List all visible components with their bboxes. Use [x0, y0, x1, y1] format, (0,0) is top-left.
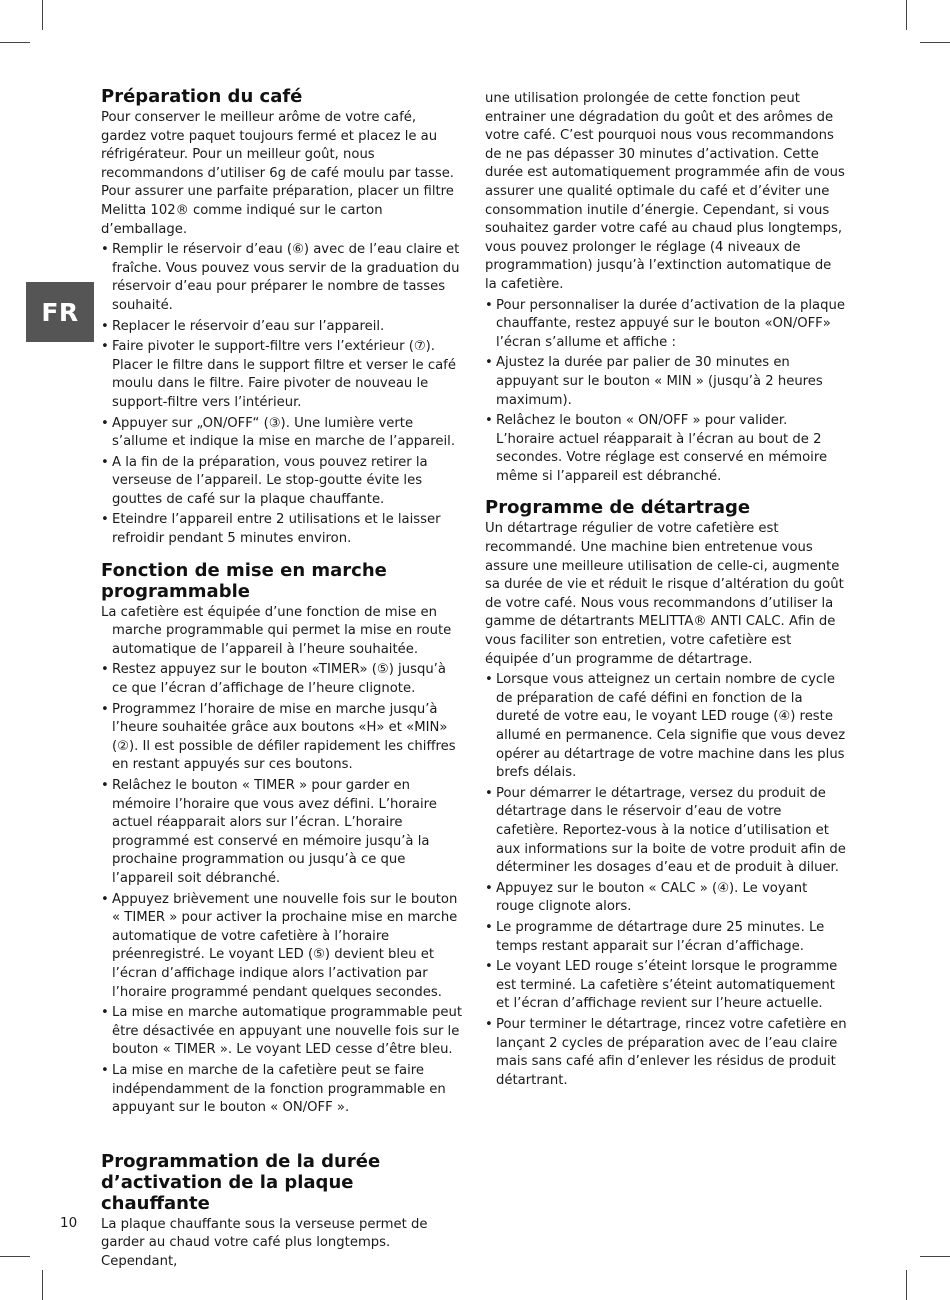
section-intro-preparation: Pour conserver le meilleur arôme de votre café, gardez votre paquet toujours fermé et placez le au réfrigérateur. Pour un meilleur goût, nous recommandons d’utiliser 6g de café moulu par tasse. Pour assurer une parfaite préparation, placer un filtre Melitta 102® comme indiqué sur le carton d’emballage.: [101, 110, 454, 237]
list-item: • Relâchez le bouton « TIMER » pour garder en mémoire l’horaire que vous avez défini. L’horaire actuel réapparait alors sur l’écran. L’horaire programmé est conservé en mémoire jusqu’à la prochaine programmation ou jusqu’à ce que l’appareil soit débranché.: [101, 777, 462, 889]
list-item: • Pour personnaliser la durée d’activation de la plaque chauffante, restez appuyé sur le bouton «ON/OFF» l’écran s’allume et affiche :: [485, 297, 847, 353]
list-item: • Lorsque vous atteignez un certain nombre de cycle de préparation de café défini en fonction de la dureté de votre eau, le voyant LED rouge (④) reste allumé en permanence. Cela signifie que vous devez opérer au détartrage de votre machine dans les plus brefs délais.: [485, 671, 847, 783]
crop-mark: [42, 1270, 43, 1300]
section-intro-programmable: La cafetière est équipée d’une fonction de mise en marche programmable qui permet la mise en route automatique de l’appareil à l’heure souhaitée.: [101, 604, 452, 657]
right-column: [485, 90, 847, 1092]
programmable-steps-list: [101, 661, 462, 1117]
crop-mark: [0, 1256, 30, 1257]
list-item: • Relâchez le bouton « ON/OFF » pour valider. L’horaire actuel réapparait à l’écran au bout de 2 secondes. Votre réglage est conservé en mémoire même si l’appareil est débranché.: [485, 412, 847, 486]
left-column: [101, 86, 462, 1271]
section-title-descaling: Programme de détartrage: [485, 497, 751, 519]
crop-mark: [0, 42, 30, 43]
list-item: • La mise en marche automatique programmable peut être désactivée en appuyant une nouvelle fois sur le bouton « TIMER ». Le voyant LED cesse d’être bleu.: [101, 1004, 462, 1060]
descaling-steps-list: [485, 671, 847, 1090]
section-intro-hotplate: La plaque chauffante sous la verseuse permet de garder au chaud votre café plus longtemps. Cependant,: [101, 1216, 428, 1269]
list-item: • Le programme de détartrage dure 25 minutes. Le temps restant apparait sur l’écran d’affichage.: [485, 919, 847, 956]
list-item: • Programmez l’horaire de mise en marche jusqu’à l’heure souhaitée grâce aux boutons «H» et «MIN» (②). Il est possible de défiler rapidement les chiffres en restant appuyés sur ces boutons.: [101, 701, 462, 775]
list-item: • Restez appuyez sur le bouton «TIMER» (⑤) jusqu’à ce que l’écran d’affichage de l’heure clignote.: [101, 661, 462, 698]
list-item: • Eteindre l’appareil entre 2 utilisations et le laisser refroidir pendant 5 minutes environ.: [101, 511, 462, 548]
list-item: • Remplir le réservoir d’eau (⑥) avec de l’eau claire et fraîche. Vous pouvez vous servir de la graduation du réservoir d’eau pour préparer le nombre de tasses souhaité.: [101, 241, 462, 315]
list-item: • Pour démarrer le détartrage, versez du produit de détartrage dans le réservoir d’eau de votre cafetière. Reportez-vous à la notice d’utilisation et aux informations sur la boite de votre produit afin de déterminer les dosages d’eau et de produit à diluer.: [485, 785, 847, 878]
page-number: 10: [60, 1215, 78, 1231]
list-item: • Replacer le réservoir d’eau sur l’appareil.: [101, 318, 462, 337]
crop-mark: [906, 0, 907, 30]
crop-mark: [920, 42, 950, 43]
list-item: • Appuyer sur „ON/OFF“ (③). Une lumière verte s’allume et indique la mise en marche de l’appareil.: [101, 415, 462, 452]
section-intro-descaling: Un détartrage régulier de votre cafetière est recommandé. Une machine bien entretenue vous assure une meilleure utilisation de celle-ci, augmente sa durée de vie et réduit le risque d’altération du goût de votre café. Nous vous recommandons d’utiliser la gamme de détartrants MELITTA® ANTI CALC. Afin de vous faciliter son entretien, votre cafetière est équipée d’un programme de détartrage.: [485, 521, 844, 667]
section-title-preparation: Préparation du café: [101, 86, 303, 107]
section-title-programmable: Fonction de mise en marche programmable: [101, 559, 387, 602]
list-item: • La mise en marche de la cafetière peut se faire indépendamment de la fonction programmable en appuyant sur le bouton « ON/OFF ».: [101, 1062, 462, 1118]
list-item: • Pour terminer le détartrage, rincez votre cafetière en lançant 2 cycles de préparation avec de l’eau claire mais sans café afin d’enlever les résidus de produit détartrant.: [485, 1016, 847, 1090]
list-item: • A la fin de la préparation, vous pouvez retirer la verseuse de l’appareil. Le stop-goutte évite les gouttes de café sur la plaque chauffante.: [101, 454, 462, 510]
preparation-steps-list: [101, 241, 462, 549]
list-item: • Appuyez brièvement une nouvelle fois sur le bouton « TIMER » pour activer la prochaine mise en marche automatique de votre cafetière à l’horaire préenregistré. Le voyant LED (⑤) devient bleu et l’écran d’affichage indique alors l’activation par l’horaire programmé pendant quelques secondes.: [101, 891, 462, 1003]
crop-mark: [906, 1270, 907, 1300]
list-item: • Ajustez la durée par palier de 30 minutes en appuyant sur le bouton « MIN » (jusqu’à 2 heures maximum).: [485, 354, 847, 410]
list-item: • Appuyez sur le bouton « CALC » (④). Le voyant rouge clignote alors.: [485, 880, 847, 917]
list-item: • Le voyant LED rouge s’éteint lorsque le programme est terminé. La cafetière s’éteint automatiquement et l’écran d’affichage revient sur l’heure actuelle.: [485, 958, 847, 1014]
section-title-hotplate: Programmation de la durée d’activation de la plaque chauffante: [101, 1150, 381, 1214]
language-tab: FR: [26, 282, 94, 342]
list-item: • Faire pivoter le support-filtre vers l’extérieur (⑦). Placer le filtre dans le support filtre et verser le café moulu dans le filtre. Faire pivoter de nouveau le support-filtre vers l’intérieur.: [101, 338, 462, 412]
continued-text: une utilisation prolongée de cette fonction peut entrainer une dégradation du goût et des arômes de votre café. C’est pourquoi nous vous recommandons de ne pas dépasser 30 minutes d’activation. Cette durée est automatiquement programmée afin de vous assurer une qualité optimale du café et d’éviter une consommation inutile d’énergie. Cependant, si vous souhaitez garder votre café au chaud plus longtemps, vous pouvez prolonger le réglage (4 niveaux de programmation) jusqu’à l’extinction automatique de la cafetière.: [485, 91, 845, 292]
hotplate-steps-list: [485, 297, 847, 487]
crop-mark: [920, 1256, 950, 1257]
crop-mark: [42, 0, 43, 30]
